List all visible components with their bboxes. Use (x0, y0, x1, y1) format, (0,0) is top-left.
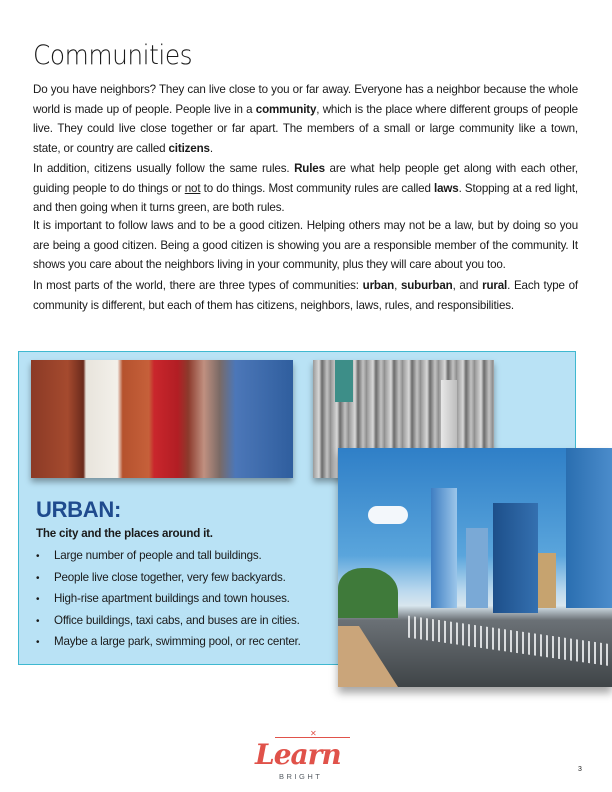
photo-detail (338, 568, 398, 618)
bold-term: rural (482, 279, 508, 292)
list-item (36, 613, 301, 635)
bullet-icon: • (36, 615, 40, 627)
list-item-text: People live close together, very few backyards. (54, 570, 286, 584)
list-item (36, 591, 301, 613)
photo-detail (368, 506, 408, 524)
text-run: , and (452, 279, 483, 292)
bold-term: citizens (168, 141, 210, 155)
bullet-icon: • (36, 594, 40, 605)
photo-detail (431, 488, 457, 608)
text-run: . Each type of community is different, but each of them has citizens, neighbors, laws, rules, and responsibilities. (33, 279, 578, 312)
bullet-icon: • (36, 572, 40, 584)
photo-detail (338, 626, 398, 687)
text-run: Do you have neighbors? They can live close to you or far away. Everyone has a neighbor because the whole world is made up of people. People live in a (33, 83, 578, 116)
photo-detail (538, 553, 556, 608)
logo-subtext: BRIGHT (279, 772, 323, 781)
photo-detail (408, 616, 612, 667)
page-title: Communities (33, 40, 193, 71)
bold-term: urban (362, 279, 395, 292)
bold-term: Rules (294, 162, 325, 175)
list-item-text: Maybe a large park, swimming pool, or rec center. (54, 635, 301, 648)
bold-term: laws (434, 181, 459, 195)
paragraph-3 (33, 216, 578, 275)
list-item-text: Large number of people and tall buildings. (54, 549, 262, 562)
bullet-icon: • (36, 637, 40, 648)
text-run: It is important to follow laws and to be a good citizen. Helping others may not be a law, but by doing so you are being a good citizen. Being a good citizen is showing you are a responsible member of the community. It shows you care about the neighbors living in your community, plus they will care about you too. (33, 219, 578, 271)
paragraph-4 (33, 276, 578, 315)
bullet-icon: • (36, 551, 40, 562)
text-run: to do things. Most community rules are called (200, 181, 435, 195)
list-item-text: Office buildings, taxi cabs, and buses are in cities. (54, 613, 300, 627)
photo-detail (335, 360, 353, 402)
text-run: . (209, 141, 213, 155)
bold-term: community (255, 102, 317, 116)
learn-bright-logo (255, 729, 355, 784)
list-item (36, 548, 301, 570)
city-street-photo (338, 448, 612, 687)
urban-heading: URBAN: (36, 497, 121, 522)
photo-detail (566, 448, 612, 608)
text-run: are what help people get along with each other, guiding people to do things or (33, 162, 578, 195)
paragraph-2 (33, 159, 578, 218)
photo-detail (466, 528, 488, 608)
bold-term: suburban (400, 279, 453, 292)
row-houses-photo (31, 360, 293, 478)
paragraph-1 (33, 80, 578, 158)
urban-subheading: The city and the places around it. (36, 527, 213, 540)
logo-x-icon: ✕ (310, 729, 317, 738)
photo-detail (493, 503, 538, 613)
text-run: . Stopping at a red light, and then going when it turns green, are both rules. (33, 181, 578, 214)
list-item (36, 634, 301, 656)
logo-script-text: Learn (255, 738, 341, 771)
text-run: In addition, citizens usually follow the same rules. (33, 162, 295, 175)
text-run: , which is the place where different groups of people live. They could live close together or far apart. The members of a small or large community like a town, state, or country are called (33, 102, 578, 155)
urban-bullet-list (36, 548, 301, 656)
list-item (36, 570, 301, 592)
page-number: 3 (578, 766, 582, 773)
text-run: , (394, 279, 401, 292)
list-item-text: High-rise apartment buildings and town houses. (54, 592, 290, 605)
text-run: In most parts of the world, there are three types of communities: (33, 279, 363, 292)
underlined-term: not (184, 181, 201, 195)
